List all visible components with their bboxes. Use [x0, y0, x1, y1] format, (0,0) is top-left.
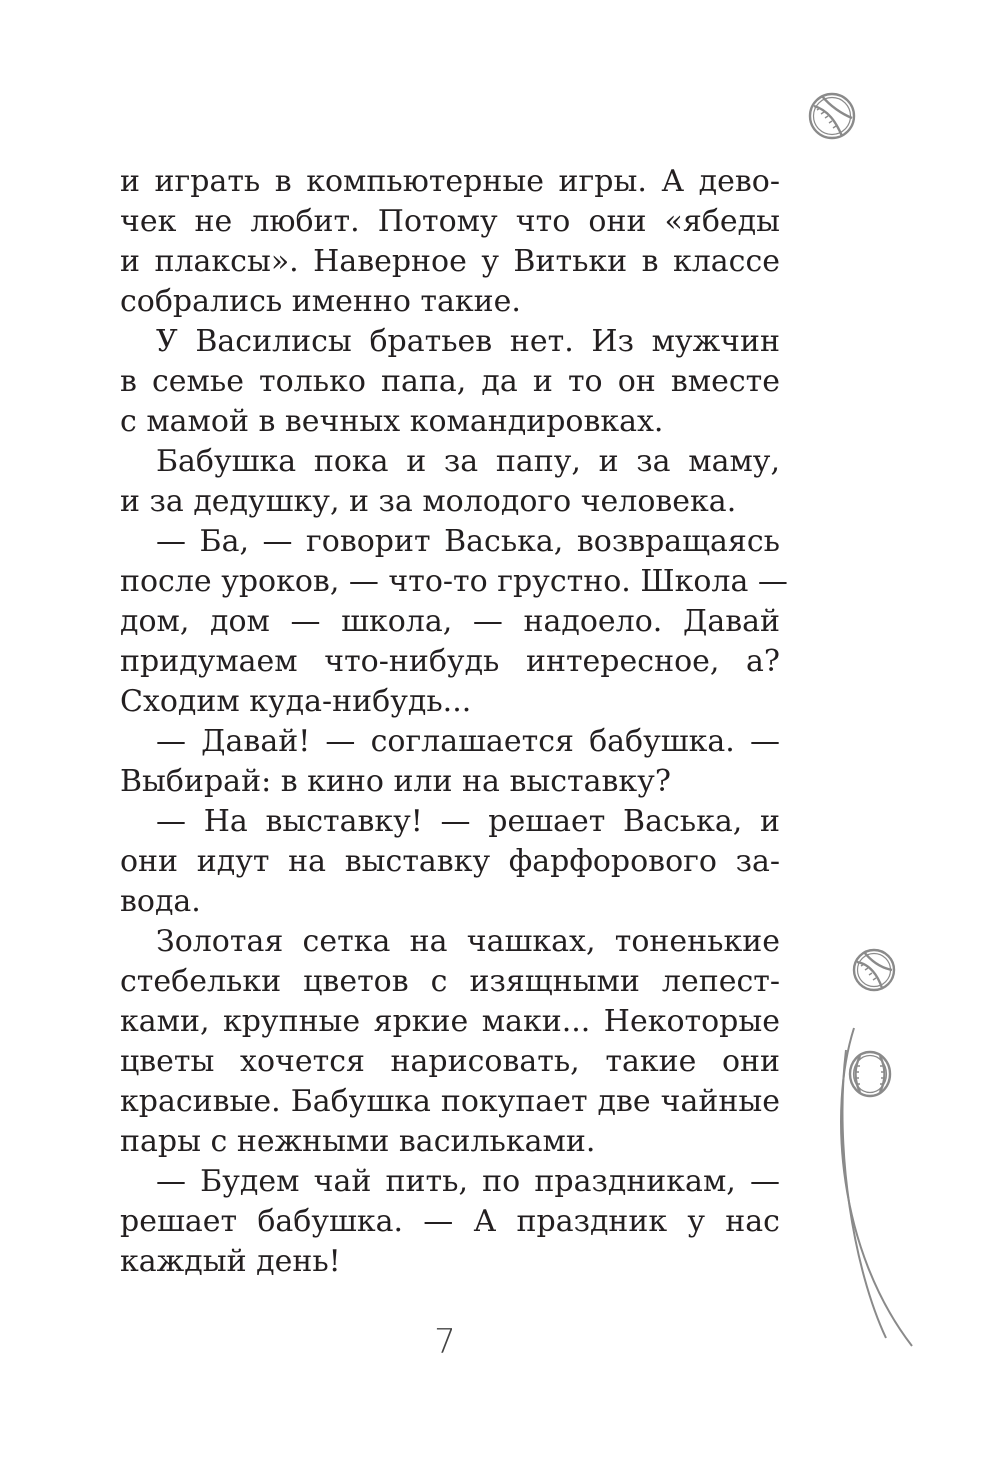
text-line: они идут на выставку фарфорового за-	[120, 844, 780, 879]
text-line: придумаем что-нибудь интересное, а?	[120, 644, 780, 679]
text-line: Сходим куда-нибудь...	[120, 684, 472, 719]
paragraph-start-line: Золотая сетка на чашках, тоненькие	[156, 924, 780, 959]
text-line: в семье только папа, да и то он вместе	[120, 364, 780, 399]
paragraph-start-line: — На выставку! — решает Васька, и	[156, 804, 780, 839]
text-line: дом, дом — школа, — надоело. Давай	[120, 604, 780, 639]
page-number: 7	[434, 1322, 456, 1362]
text-line: пары с нежными васильками.	[120, 1124, 596, 1159]
text-line: чек не любит. Потому что они «ябеды	[120, 204, 780, 239]
text-line: решает бабушка. — А праздник у нас	[120, 1204, 780, 1239]
paragraph-start-line: — Будем чай пить, по праздникам, —	[156, 1164, 780, 1199]
decorative-curve	[820, 1020, 930, 1360]
text-line: цветы хочется нарисовать, такие они	[120, 1044, 780, 1079]
paragraph-start-line: — Ба, — говорит Васька, возвращаясь	[156, 524, 780, 559]
paragraph-start-line: Бабушка пока и за папу, и за маму,	[156, 444, 780, 479]
text-line: после уроков, — что-то грустно. Школа —	[120, 564, 788, 599]
text-line: с мамой в вечных командировках.	[120, 404, 664, 439]
text-line: собрались именно такие.	[120, 284, 521, 319]
tennis-ball-icon	[848, 942, 900, 998]
text-line: и за дедушку, и за молодого человека.	[120, 484, 737, 519]
tennis-ball-icon	[804, 88, 860, 144]
text-line: каждый день!	[120, 1244, 341, 1279]
text-line: и плаксы». Наверное у Витьки в классе	[120, 244, 780, 279]
text-line: стебельки цветов с изящными лепест-	[120, 964, 780, 999]
text-line: Выбирай: в кино или на выставку?	[120, 764, 671, 799]
text-line: вода.	[120, 884, 201, 919]
paragraph-start-line: — Давай! — соглашается бабушка. —	[156, 724, 780, 759]
text-line: красивые. Бабушка покупает две чайные	[120, 1084, 780, 1119]
text-line: ками, крупные яркие маки... Некоторые	[120, 1004, 780, 1039]
body-text	[120, 162, 788, 1282]
paragraph-start-line: У Василисы братьев нет. Из мужчин	[156, 324, 780, 359]
text-line: и играть в компьютерные игры. А дево-	[120, 164, 780, 199]
